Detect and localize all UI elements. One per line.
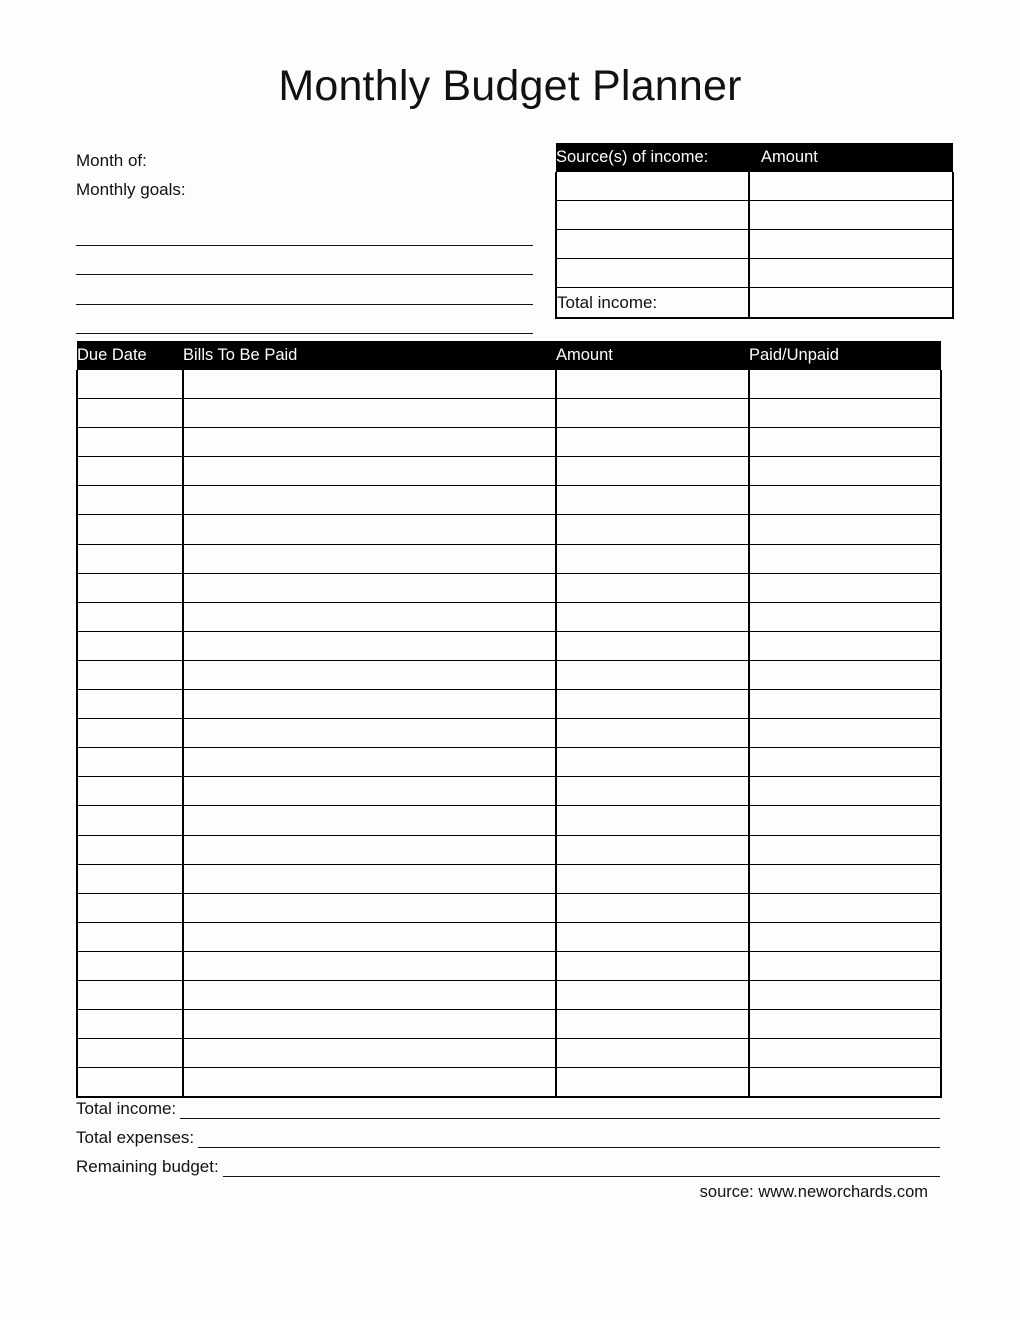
bills-header-row: [77, 341, 941, 370]
income-header-source: Source(s) of income:: [556, 143, 749, 172]
bills-description-cell[interactable]: [183, 806, 556, 835]
bills-description-cell[interactable]: [183, 835, 556, 864]
table-row: [77, 1039, 941, 1068]
bills-paid-unpaid-cell[interactable]: [749, 951, 941, 980]
bills-due-date-cell[interactable]: [77, 690, 183, 719]
bills-amount-cell[interactable]: [556, 602, 749, 631]
bills-amount-cell[interactable]: [556, 719, 749, 748]
bills-description-cell[interactable]: [183, 951, 556, 980]
bills-amount-cell[interactable]: [556, 457, 749, 486]
bills-description-cell[interactable]: [183, 602, 556, 631]
bills-header-paid-unpaid: Paid/Unpaid: [749, 341, 941, 370]
table-row: [77, 573, 941, 602]
bills-amount-cell[interactable]: [556, 1010, 749, 1039]
budget-summary: [76, 1094, 940, 1181]
table-row: [77, 835, 941, 864]
bills-due-date-cell[interactable]: [77, 428, 183, 457]
bills-paid-unpaid-cell[interactable]: [749, 864, 941, 893]
bills-description-cell[interactable]: [183, 573, 556, 602]
bills-due-date-cell[interactable]: [77, 864, 183, 893]
bills-due-date-cell[interactable]: [77, 486, 183, 515]
bills-amount-cell[interactable]: [556, 573, 749, 602]
bills-amount-cell[interactable]: [556, 515, 749, 544]
table-row: [77, 370, 941, 399]
bills-amount-cell[interactable]: [556, 748, 749, 777]
income-source-cell[interactable]: [556, 201, 749, 230]
bills-amount-cell[interactable]: [556, 864, 749, 893]
bills-paid-unpaid-cell[interactable]: [749, 893, 941, 922]
income-amount-cell[interactable]: [749, 172, 953, 201]
goal-write-line[interactable]: [76, 275, 533, 305]
table-row: [77, 777, 941, 806]
bills-paid-unpaid-cell[interactable]: [749, 748, 941, 777]
month-of-label: Month of:: [76, 151, 147, 170]
bills-description-cell[interactable]: [183, 777, 556, 806]
table-row: [77, 893, 941, 922]
bills-due-date-cell[interactable]: [77, 515, 183, 544]
bills-paid-unpaid-cell[interactable]: [749, 515, 941, 544]
table-row: [77, 922, 941, 951]
bills-to-be-paid-table: [76, 341, 942, 1098]
income-sources-table: [555, 143, 954, 319]
bills-description-cell[interactable]: [183, 515, 556, 544]
income-amount-cell[interactable]: [749, 230, 953, 259]
bills-description-cell[interactable]: [183, 660, 556, 689]
table-row: [77, 690, 941, 719]
total-income-value[interactable]: [749, 288, 953, 319]
bills-table-body: [77, 370, 941, 1097]
source-attribution: source: www.neworchards.com: [699, 1183, 928, 1201]
table-row: [77, 457, 941, 486]
bills-due-date-cell[interactable]: [77, 835, 183, 864]
bills-amount-cell[interactable]: [556, 399, 749, 428]
bills-table-header: [77, 341, 941, 370]
bills-amount-cell[interactable]: [556, 893, 749, 922]
summary-value-total-income[interactable]: [180, 1117, 940, 1119]
table-row: [77, 748, 941, 777]
income-header-row: [556, 143, 953, 172]
income-row: [556, 230, 953, 259]
bills-description-cell[interactable]: [183, 1010, 556, 1039]
bills-due-date-cell[interactable]: [77, 1010, 183, 1039]
income-amount-cell[interactable]: [749, 259, 953, 288]
income-source-cell[interactable]: [556, 259, 749, 288]
bills-description-cell[interactable]: [183, 748, 556, 777]
bills-due-date-cell[interactable]: [77, 1039, 183, 1068]
table-row: [77, 864, 941, 893]
bills-due-date-cell[interactable]: [77, 631, 183, 660]
goal-write-line[interactable]: [76, 216, 533, 246]
bills-due-date-cell[interactable]: [77, 893, 183, 922]
total-income-label: Total income:: [556, 288, 749, 319]
bills-paid-unpaid-cell[interactable]: [749, 660, 941, 689]
bills-description-cell[interactable]: [183, 457, 556, 486]
bills-amount-cell[interactable]: [556, 835, 749, 864]
bills-amount-cell[interactable]: [556, 806, 749, 835]
table-row: [77, 1068, 941, 1098]
table-row: [77, 428, 941, 457]
bills-amount-cell[interactable]: [556, 1039, 749, 1068]
bills-amount-cell[interactable]: [556, 1068, 749, 1098]
bills-amount-cell[interactable]: [556, 922, 749, 951]
income-table-body: [556, 172, 953, 318]
bills-due-date-cell[interactable]: [77, 980, 183, 1009]
bills-paid-unpaid-cell[interactable]: [749, 602, 941, 631]
income-row: [556, 172, 953, 201]
bills-description-cell[interactable]: [183, 544, 556, 573]
bills-due-date-cell[interactable]: [77, 922, 183, 951]
income-row: [556, 259, 953, 288]
income-source-cell[interactable]: [556, 230, 749, 259]
summary-row-total-expenses: [76, 1123, 940, 1152]
bills-due-date-cell[interactable]: [77, 544, 183, 573]
bills-description-cell[interactable]: [183, 399, 556, 428]
income-source-cell[interactable]: [556, 172, 749, 201]
bills-amount-cell[interactable]: [556, 660, 749, 689]
bills-amount-cell[interactable]: [556, 631, 749, 660]
bills-paid-unpaid-cell[interactable]: [749, 428, 941, 457]
table-row: [77, 951, 941, 980]
summary-label-total-expenses: Total expenses:: [76, 1128, 195, 1147]
bills-paid-unpaid-cell[interactable]: [749, 1068, 941, 1098]
bills-paid-unpaid-cell[interactable]: [749, 719, 941, 748]
bills-due-date-cell[interactable]: [77, 777, 183, 806]
bills-paid-unpaid-cell[interactable]: [749, 806, 941, 835]
bills-amount-cell[interactable]: [556, 980, 749, 1009]
monthly-goals-label: Monthly goals:: [76, 180, 186, 199]
bills-amount-cell[interactable]: [556, 428, 749, 457]
bills-description-cell[interactable]: [183, 486, 556, 515]
summary-value-remaining-budget[interactable]: [223, 1175, 940, 1177]
summary-row-remaining-budget: [76, 1152, 940, 1181]
table-row: [77, 486, 941, 515]
summary-row-total-income: [76, 1094, 940, 1123]
table-row: [77, 660, 941, 689]
bills-description-cell[interactable]: [183, 428, 556, 457]
bills-header-due-date: Due Date: [77, 341, 183, 370]
bills-amount-cell[interactable]: [556, 951, 749, 980]
table-row: [77, 544, 941, 573]
goal-write-line[interactable]: [76, 246, 533, 276]
table-row: [77, 719, 941, 748]
bills-paid-unpaid-cell[interactable]: [749, 399, 941, 428]
bills-paid-unpaid-cell[interactable]: [749, 544, 941, 573]
income-row: [556, 201, 953, 230]
bills-amount-cell[interactable]: [556, 544, 749, 573]
bills-description-cell[interactable]: [183, 631, 556, 660]
bills-amount-cell[interactable]: [556, 486, 749, 515]
bills-due-date-cell[interactable]: [77, 748, 183, 777]
income-table-header: [556, 143, 953, 172]
bills-due-date-cell[interactable]: [77, 951, 183, 980]
page-title: Monthly Budget Planner: [278, 62, 742, 110]
bills-amount-cell[interactable]: [556, 370, 749, 399]
bills-description-cell[interactable]: [183, 1039, 556, 1068]
income-amount-cell[interactable]: [749, 201, 953, 230]
month-goals-block: [76, 146, 536, 204]
table-row: [77, 806, 941, 835]
income-header-amount: Amount: [749, 143, 953, 172]
bills-amount-cell[interactable]: [556, 690, 749, 719]
bills-paid-unpaid-cell[interactable]: [749, 573, 941, 602]
bills-paid-unpaid-cell[interactable]: [749, 980, 941, 1009]
bills-paid-unpaid-cell[interactable]: [749, 457, 941, 486]
table-row: [77, 602, 941, 631]
bills-paid-unpaid-cell[interactable]: [749, 777, 941, 806]
bills-due-date-cell[interactable]: [77, 399, 183, 428]
summary-value-total-expenses[interactable]: [198, 1146, 940, 1148]
bills-header-bills: Bills To Be Paid: [183, 341, 556, 370]
table-row: [77, 631, 941, 660]
bills-due-date-cell[interactable]: [77, 573, 183, 602]
bills-description-cell[interactable]: [183, 1068, 556, 1098]
bills-description-cell[interactable]: [183, 893, 556, 922]
bills-due-date-cell[interactable]: [77, 660, 183, 689]
table-row: [77, 1010, 941, 1039]
bills-due-date-cell[interactable]: [77, 602, 183, 631]
bills-description-cell[interactable]: [183, 980, 556, 1009]
bills-description-cell[interactable]: [183, 864, 556, 893]
summary-label-remaining-budget: Remaining budget:: [76, 1157, 219, 1176]
table-row: [77, 980, 941, 1009]
bills-header-amount: Amount: [556, 341, 749, 370]
bills-paid-unpaid-cell[interactable]: [749, 631, 941, 660]
bills-due-date-cell[interactable]: [77, 457, 183, 486]
bills-paid-unpaid-cell[interactable]: [749, 1039, 941, 1068]
bills-paid-unpaid-cell[interactable]: [749, 690, 941, 719]
goal-write-line[interactable]: [76, 305, 533, 335]
bills-paid-unpaid-cell[interactable]: [749, 835, 941, 864]
bills-description-cell[interactable]: [183, 370, 556, 399]
bills-due-date-cell[interactable]: [77, 1068, 183, 1098]
summary-label-total-income: Total income:: [76, 1099, 177, 1118]
monthly-goals-writing-lines: [76, 216, 533, 334]
bills-due-date-cell[interactable]: [77, 806, 183, 835]
bills-description-cell[interactable]: [183, 922, 556, 951]
bills-paid-unpaid-cell[interactable]: [749, 370, 941, 399]
table-row: [77, 515, 941, 544]
income-total-row: [556, 288, 953, 319]
bills-due-date-cell[interactable]: [77, 370, 183, 399]
table-row: [77, 399, 941, 428]
bills-amount-cell[interactable]: [556, 777, 749, 806]
bills-paid-unpaid-cell[interactable]: [749, 1010, 941, 1039]
bills-due-date-cell[interactable]: [77, 719, 183, 748]
bills-description-cell[interactable]: [183, 719, 556, 748]
bills-paid-unpaid-cell[interactable]: [749, 922, 941, 951]
bills-paid-unpaid-cell[interactable]: [749, 486, 941, 515]
bills-description-cell[interactable]: [183, 690, 556, 719]
